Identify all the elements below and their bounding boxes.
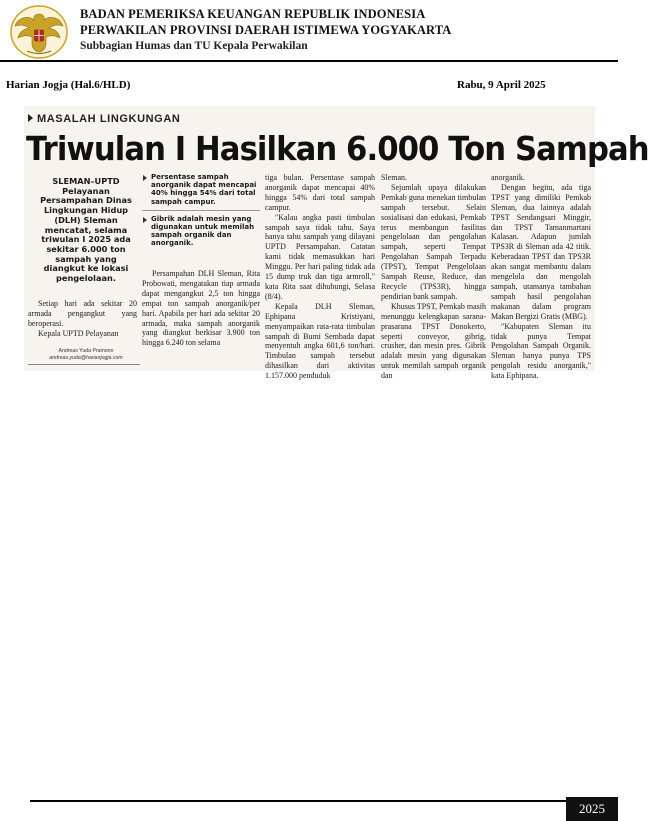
- footer-year-badge: 2025: [566, 797, 618, 821]
- highlight-item-text: Persentase sampah anorganik dapat mencapai 40% hingga 54% dari total sampah campur.: [151, 173, 257, 206]
- article-column-1-overflow: [28, 369, 137, 372]
- letterhead-line-3: Subbagian Humas dan TU Kepala Perwakilan: [80, 40, 308, 52]
- paragraph: Kepala DLH Sleman, Ephipana Kristiyani, menyampaikan rata-rata timbulan sampah di Bumi Sembada dapat menyentuh angka 601,6 ton/hari. Timbulan sampah tersebut dihasilkan dari aktivitas 1.157.000 penduduk: [265, 301, 375, 381]
- source-label: Harian Jogja (Hal.6/HLD): [6, 79, 131, 91]
- highlight-item: [142, 173, 260, 206]
- article-lead: SLEMAN–UPTD Pelayanan Persampahan Dinas Lingkungan Hidup (DLH) Sleman mencatat, selama triwulan I 2025 ada sekitar 6.000 ton sampah yang diangkut ke lokasi pengelolaan.: [40, 176, 132, 284]
- spacer: [28, 373, 29, 374]
- letterhead: [80, 6, 451, 54]
- article-rubric: [28, 113, 180, 125]
- paragraph: "Kabupaten Sleman itu tidak punya Tempat Pengolahan Sampah Organik. Sleman hanya punya TPS pengolah residu anorganik," kata Ephipana.: [491, 321, 591, 381]
- byline-name: Andreas Yuda Pramono: [58, 348, 114, 354]
- letterhead-line-1: BADAN PEMERIKSA KEUANGAN REPUBLIK INDONESIA: [80, 7, 426, 21]
- byline-email: andreas.yuda@harianjogja.com: [49, 355, 123, 361]
- paragraph: Persampahan DLH Sleman, Rita Probowati, mengatakan tiap armada dapat mengangkut 2,5 ton hingga empat ton sampah anorganik/per hari. Apabila per hari ada sekitar 20 armada, maka sampah anorganik yang diangkut berkisar 3.900 ton hingga 6.240 ton selama: [142, 269, 260, 348]
- paragraph: Dengan begitu, ada tiga TPST yang dimiliki Pemkab Sleman, dua lainnya adalah TPST Sendangsari Minggir, dan TPST Tamanmartani Kalasan. Adapun jumlah TPS3R di Sleman ada 42 titik. Keberadaan TPST dan TPS3R akan sangat membantu dalam mengelola dan mengolah sampah, utamanya tambahan sampah hasil pengolahan makanan dalam program Makan Bergizi Gratis (MBG).: [491, 182, 591, 321]
- publication-date: Rabu, 9 April 2025: [457, 79, 546, 91]
- paragraph: "Kalau angka pasti timbulan sampah saya tidak tahu. Saya hanya tahu sampah yang dilayani UPTD Persampahan. Catatan kami tidak memasukkan hari Minggu. Per hari paling tidak ada 15 dump truk dan tiga armroll," kata Rita saat dihubungi, Selasa (8/4).: [265, 212, 375, 301]
- letterhead-divider: [0, 60, 618, 62]
- paragraph: Kepala UPTD Pelayanan: [38, 328, 119, 338]
- paragraph: tiga bulan. Persentase sampah anorganik dapat mencapai 40% hingga 54% dari total sampah campur.: [265, 173, 375, 212]
- triangle-bullet-icon: [143, 217, 147, 223]
- highlight-box: [142, 173, 260, 265]
- highlight-item-text: Gibrik adalah mesin yang digunakan untuk memilah sampah organik dan anorganik.: [151, 214, 255, 248]
- footer-divider: [30, 800, 586, 802]
- byline-divider: [28, 364, 140, 365]
- paragraph: Khusus TPST, Pemkab masih menunggu kelengkapan sarana-prasarana TPST Donokerto, seperti conveyor, gibrig, crusher, dan mesin pres. Gibrik adalah mesin yang digunakan untuk memilah sampah organik dan: [381, 301, 486, 381]
- triangle-bullet-icon: [143, 175, 147, 181]
- paragraph: Sejumlah upaya dilakukan Pemkab guna menekan timbulan sampah tersebut. Selain sosialisasi dan edukasi, Pemkab terus membangun fasilitas pengelolaan dan pengolahan sampah, seperti Tempat Pengolahan Sampah Terpadu (TPST), Tempat Pengelolaan Sampah Reuse, Reduce, dan Recycle (TPS3R), hingga pendirian bank sampah.: [381, 182, 486, 301]
- paragraph: Setiap hari ada sekitar 20 armada pengangkut yang beroperasi.: [28, 299, 137, 328]
- letterhead-line-2: PERWAKILAN PROVINSI DAERAH ISTIMEWA YOGYAKARTA: [80, 23, 452, 37]
- paragraph: anorganik.: [491, 173, 525, 182]
- newspaper-clipping: [24, 106, 649, 371]
- garuda-emblem-icon: [9, 4, 69, 60]
- triangle-bullet-icon: [28, 114, 33, 122]
- paragraph: Sleman.: [381, 173, 407, 182]
- highlight-item: [142, 210, 260, 248]
- article-headline: Triwulan I Hasilkan 6.000 Ton Sampah: [26, 129, 649, 168]
- article-rubric-text: MASALAH LINGKUNGAN: [37, 113, 181, 125]
